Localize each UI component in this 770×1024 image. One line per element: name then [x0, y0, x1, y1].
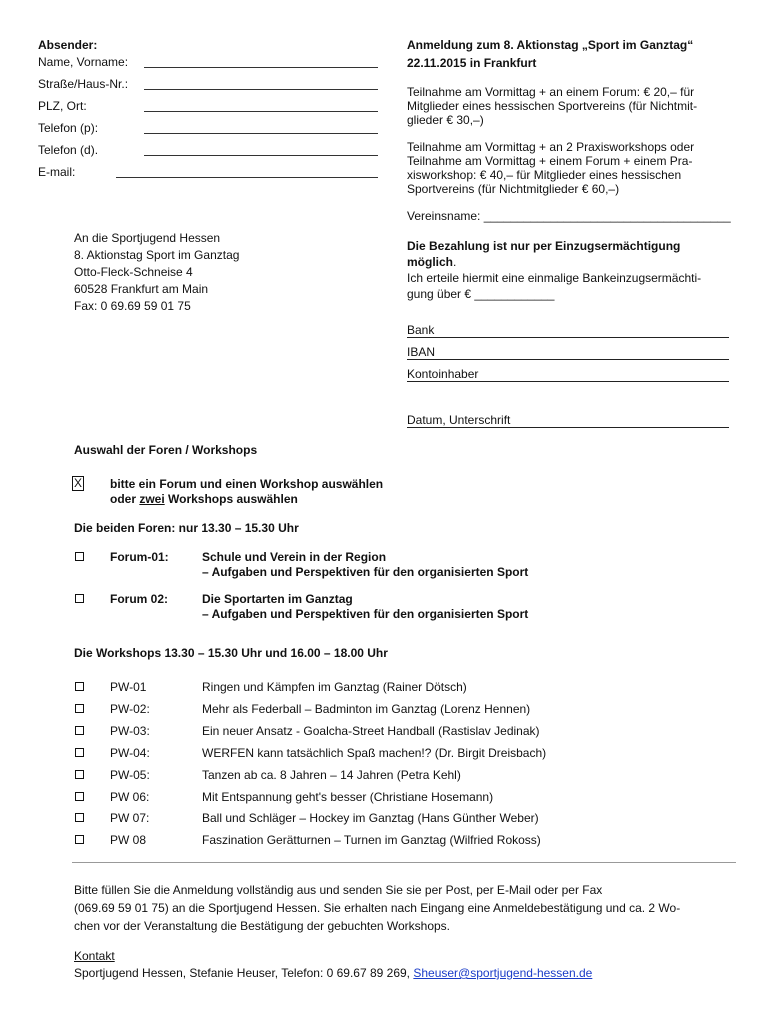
forum-subtitle: – Aufgaben und Perspektiven für den organisierten Sport — [202, 565, 529, 579]
payment-note-bold-word: möglich — [407, 255, 454, 269]
contact-heading: Kontakt — [74, 949, 115, 963]
registration-title: Anmeldung zum 8. Aktionstag „Sport im Ganztag“ — [407, 38, 694, 52]
workshop-title: Ein neuer Ansatz - Goalcha-Street Handball (Rastislav Jedinak) — [202, 724, 540, 738]
address-line: Otto-Fleck-Schneise 4 — [74, 265, 193, 279]
fee-text-line: Teilnahme am Vormittag + an einem Forum: € 20,– für — [407, 85, 695, 99]
section-divider — [72, 862, 736, 863]
fee-text-line: Sportvereins (für Nichtmitglieder € 60,–) — [407, 182, 620, 196]
workshop-title: WERFEN kann tatsächlich Spaß machen!? (Dr. Birgit Dreisbach) — [202, 746, 547, 760]
workshop-option[interactable] — [74, 702, 754, 716]
workshop-checkbox[interactable] — [75, 813, 84, 822]
footer-line: chen vor der Veranstaltung die Bestätigung der gebuchten Workshops. — [74, 919, 451, 933]
mandate-amount-field[interactable]: gung über € ____________ — [407, 287, 555, 301]
forum-checkbox[interactable] — [75, 594, 84, 603]
iban-field[interactable] — [407, 346, 729, 360]
workshop-option[interactable] — [74, 746, 754, 760]
workshop-checkbox[interactable] — [75, 682, 84, 691]
footer-instructions — [74, 881, 734, 935]
iban-label: IBAN — [407, 345, 436, 359]
instruction-line: bitte ein Forum und einen Workshop auswählen — [110, 477, 384, 491]
fee-text-line: Teilnahme am Vormittag + an 2 Praxisworkshops oder — [407, 140, 695, 154]
forum-subtitle: – Aufgaben und Perspektiven für den organisierten Sport — [202, 607, 529, 621]
address-line: 8. Aktionstag Sport im Ganztag — [74, 248, 240, 262]
workshop-code: PW-02: — [110, 702, 150, 716]
name-field-label: Name, Vorname: — [38, 55, 129, 69]
payment-note-dot: . — [453, 255, 457, 269]
workshop-checkbox[interactable] — [75, 704, 84, 713]
instruction-checkbox-checked[interactable]: X — [73, 476, 82, 490]
forum-description — [202, 592, 528, 622]
city-input-line[interactable] — [144, 111, 378, 112]
workshop-code: PW-05: — [110, 768, 150, 782]
workshop-code: PW 08 — [110, 833, 147, 847]
club-name-label: Vereinsname: — [407, 209, 484, 223]
selection-heading: Auswahl der Foren / Workshops — [74, 443, 258, 457]
fee-text-line: xisworkshop: € 40,– für Mitglieder eines hessischen — [407, 168, 682, 182]
payment-note — [407, 238, 732, 302]
forum-checkbox[interactable] — [75, 552, 84, 561]
workshop-title: Faszination Gerätturnen – Turnen im Ganztag (Wilfried Rokoss) — [202, 833, 541, 847]
registration-date: 22.11.2015 in Frankfurt — [407, 56, 537, 70]
sender-heading: Absender: — [38, 38, 98, 52]
fee-text-line: Teilnahme am Vormittag + einem Forum + einem Pra- — [407, 154, 693, 168]
signature-label: Datum, Unterschrift — [407, 413, 511, 427]
instruction-prefix: oder — [110, 492, 140, 506]
address-line: 60528 Frankfurt am Main — [74, 282, 209, 296]
instruction-underlined-word: zwei — [139, 492, 165, 506]
workshop-code: PW-01 — [110, 680, 147, 694]
phone-work-label: Telefon (d). — [38, 143, 99, 157]
contact-email-link[interactable]: Sheuser@sportjugend-hessen.de — [413, 966, 593, 980]
workshop-option[interactable] — [74, 768, 754, 782]
phone-work-field[interactable] — [38, 143, 378, 159]
club-name-field[interactable] — [407, 209, 732, 223]
phone-private-input-line[interactable] — [144, 133, 378, 134]
forums-heading: Die beiden Foren: nur 13.30 – 15.30 Uhr — [74, 521, 299, 535]
workshop-checkbox[interactable] — [75, 835, 84, 844]
forum-code: Forum-01: — [110, 550, 169, 564]
workshop-option[interactable] — [74, 833, 754, 847]
name-input-line[interactable] — [144, 67, 378, 68]
workshop-code: PW 07: — [110, 811, 150, 825]
recipient-address — [74, 230, 239, 315]
contact-text: Sportjugend Hessen, Stefanie Heuser, Telefon: 0 69.67 89 269, — [74, 966, 414, 980]
workshop-title: Mehr als Federball – Badminton im Ganztag (Lorenz Hennen) — [202, 702, 531, 716]
club-name-input-line[interactable]: _____________________________________ — [483, 209, 731, 223]
bank-field[interactable] — [407, 324, 729, 338]
forum-option[interactable] — [74, 592, 754, 622]
street-field-label: Straße/Haus-Nr.: — [38, 77, 129, 91]
workshop-option[interactable] — [74, 790, 754, 804]
workshop-code: PW-04: — [110, 746, 150, 760]
phone-work-input-line[interactable] — [144, 155, 378, 156]
address-line: An die Sportjugend Hessen — [74, 231, 221, 245]
forum-title: Die Sportarten im Ganztag — [202, 592, 353, 606]
name-field[interactable] — [38, 55, 378, 71]
forum-title: Schule und Verein in der Region — [202, 550, 387, 564]
workshop-checkbox[interactable] — [75, 748, 84, 757]
workshop-checkbox[interactable] — [75, 726, 84, 735]
workshop-checkbox[interactable] — [75, 770, 84, 779]
workshop-title: Tanzen ab ca. 8 Jahren – 14 Jahren (Petra Kehl) — [202, 768, 461, 782]
forum-option[interactable] — [74, 550, 754, 580]
address-line: Fax: 0 69.69 59 01 75 — [74, 299, 191, 313]
fee-text-line: Mitglieder eines hessischen Sportvereins (für Nichtmit- — [407, 99, 698, 113]
email-field[interactable] — [38, 165, 378, 181]
email-field-label: E-mail: — [38, 165, 76, 179]
contact-line — [74, 966, 592, 980]
street-input-line[interactable] — [144, 89, 378, 90]
payment-note-bold-line: Die Bezahlung ist nur per Einzugsermächtigung — [407, 239, 681, 253]
workshop-option[interactable] — [74, 724, 754, 738]
workshop-title: Ball und Schläger – Hockey im Ganztag (Hans Günther Weber) — [202, 811, 539, 825]
fee-text-line: glieder € 30,–) — [407, 113, 484, 127]
mandate-text-line: Ich erteile hiermit eine einmalige Bankeinzugsermächti- — [407, 271, 702, 285]
selection-instruction — [110, 477, 383, 507]
signature-field[interactable] — [407, 414, 729, 428]
footer-line: Bitte füllen Sie die Anmeldung vollständig aus und senden Sie sie per Post, per E-Mail oder per Fax — [74, 883, 603, 897]
workshop-option[interactable] — [74, 811, 754, 825]
fee-option-1 — [407, 85, 732, 127]
instruction-suffix: Workshops auswählen — [164, 492, 298, 506]
workshop-title: Mit Entspannung geht's besser (Christiane Hosemann) — [202, 790, 494, 804]
workshop-code: PW-03: — [110, 724, 150, 738]
city-field-label: PLZ, Ort: — [38, 99, 87, 113]
workshops-heading: Die Workshops 13.30 – 15.30 Uhr und 16.00 – 18.00 Uhr — [74, 646, 388, 660]
account-holder-field[interactable] — [407, 368, 729, 382]
forum-code: Forum 02: — [110, 592, 169, 606]
fee-option-2 — [407, 140, 732, 196]
bank-label: Bank — [407, 323, 435, 337]
street-field[interactable] — [38, 77, 378, 93]
footer-line: (069.69 59 01 75) an die Sportjugend Hessen. Sie erhalten nach Eingang eine Anmeldebestätigung und ca. 2 Wo- — [74, 901, 681, 915]
phone-private-field[interactable] — [38, 121, 378, 137]
account-holder-label: Kontoinhaber — [407, 367, 479, 381]
email-input-line[interactable] — [116, 177, 378, 178]
forum-description — [202, 550, 528, 580]
city-field[interactable] — [38, 99, 378, 115]
workshop-option[interactable] — [74, 680, 754, 694]
workshop-checkbox[interactable] — [75, 792, 84, 801]
workshop-code: PW 06: — [110, 790, 150, 804]
workshop-title: Ringen und Kämpfen im Ganztag (Rainer Dötsch) — [202, 680, 467, 694]
phone-private-label: Telefon (p): — [38, 121, 99, 135]
